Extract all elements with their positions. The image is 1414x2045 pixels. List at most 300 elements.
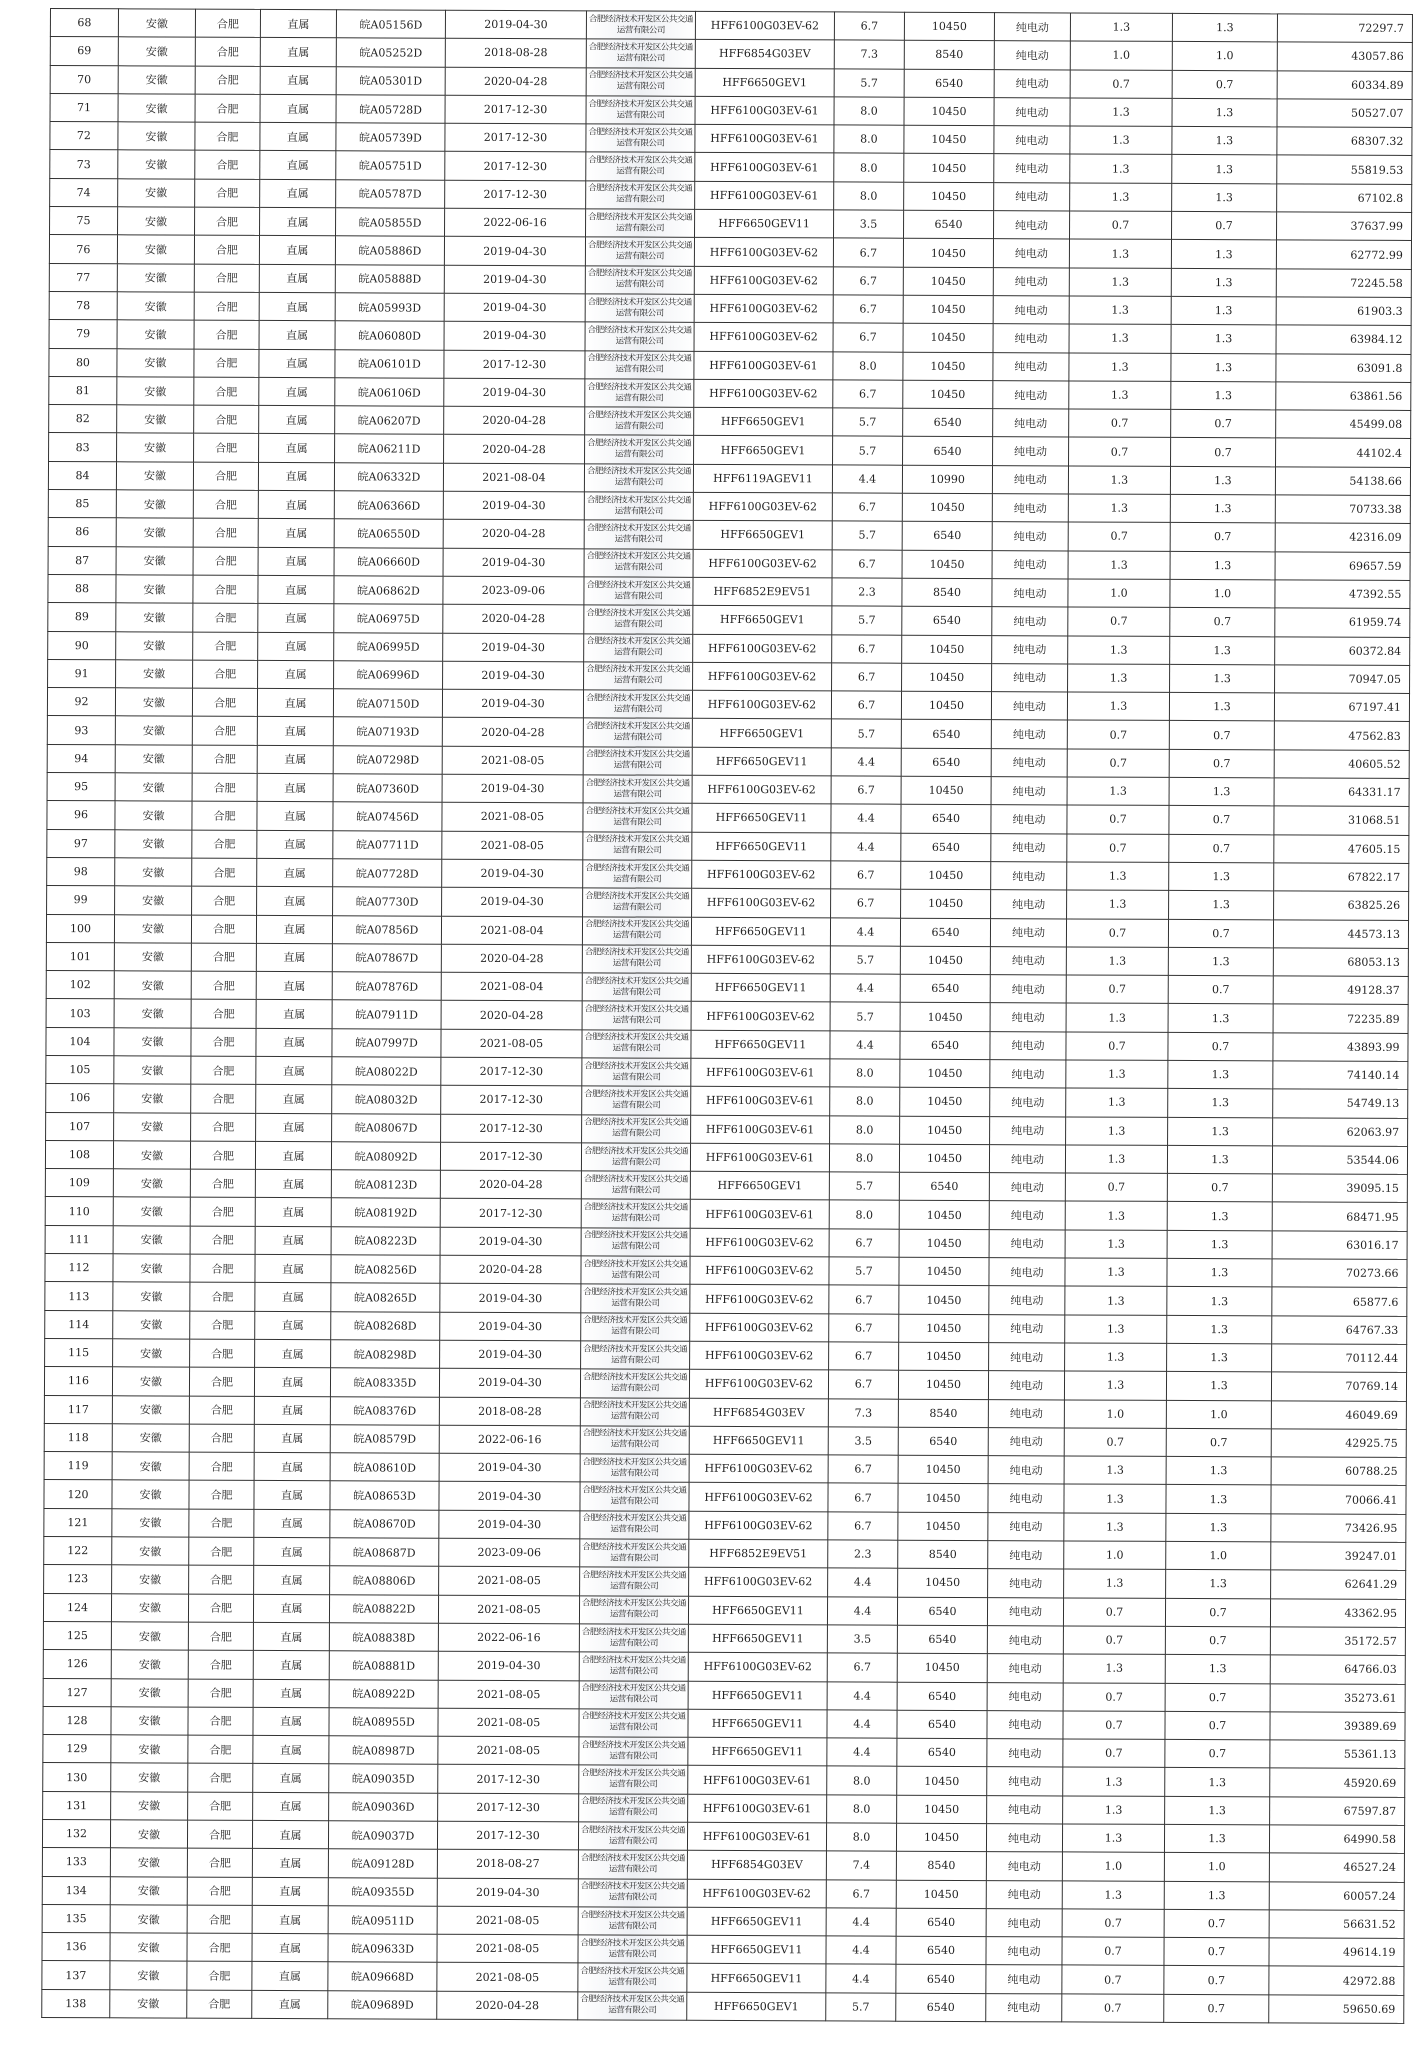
registration-date-cell: 2020-04-28 [441, 1001, 582, 1030]
city-cell: 合肥 [188, 1622, 253, 1651]
length-value-cell: 5.7 [832, 521, 902, 550]
amount-cell: 60334.89 [1277, 70, 1412, 99]
coefficient-1-cell: 1.3 [1065, 1201, 1167, 1230]
ownership-cell: 直属 [252, 1990, 328, 2019]
coefficient-2-cell: 1.3 [1169, 862, 1274, 891]
coefficient-2-cell: 0.7 [1171, 211, 1276, 240]
company-cell: 合肥经济技术开发区公共交通运营有限公司 [586, 67, 695, 96]
province-cell: 安徽 [116, 575, 193, 604]
city-cell: 合肥 [188, 1594, 253, 1623]
vehicle-model-cell: HFF6100G03EV-62 [689, 1370, 828, 1399]
province-cell: 安徽 [114, 1112, 191, 1141]
registration-date-cell: 2017-12-30 [445, 95, 586, 124]
city-cell: 合肥 [192, 745, 257, 774]
registration-date-cell: 2017-12-30 [441, 1057, 582, 1086]
row-number-cell: 100 [46, 914, 114, 943]
mass-value-cell: 6540 [897, 1682, 987, 1711]
mass-value-cell: 10450 [898, 1455, 988, 1484]
company-cell: 合肥经济技术开发区公共交通运营有限公司 [584, 633, 693, 662]
fuel-type-cell: 纯电动 [993, 437, 1069, 466]
registration-date-cell: 2021-08-05 [437, 1934, 578, 1963]
province-cell: 安徽 [112, 1452, 189, 1481]
city-cell: 合肥 [194, 434, 259, 463]
province-cell: 安徽 [116, 546, 193, 575]
city-cell: 合肥 [195, 66, 260, 95]
fuel-type-cell: 纯电动 [994, 41, 1070, 70]
amount-cell: 40605.52 [1274, 750, 1409, 779]
coefficient-1-cell: 1.3 [1066, 1003, 1168, 1032]
city-cell: 合肥 [189, 1396, 254, 1425]
mass-value-cell: 6540 [898, 1427, 988, 1456]
fuel-type-cell: 纯电动 [989, 1286, 1065, 1315]
coefficient-1-cell: 1.3 [1066, 947, 1168, 976]
fuel-type-cell: 纯电动 [991, 777, 1067, 806]
row-number-cell: 73 [50, 150, 118, 179]
province-cell: 安徽 [113, 1339, 190, 1368]
registration-date-cell: 2020-04-28 [440, 1255, 581, 1284]
vehicle-model-cell: HFF6650GEV1 [693, 521, 832, 550]
registration-date-cell: 2019-04-30 [442, 774, 583, 803]
row-number-cell: 121 [44, 1508, 112, 1537]
amount-cell: 43057.86 [1277, 42, 1412, 71]
vehicle-model-cell: HFF6650GEV1 [694, 407, 833, 436]
fuel-type-cell: 纯电动 [987, 1682, 1063, 1711]
registration-date-cell: 2019-04-30 [440, 1312, 581, 1341]
coefficient-1-cell: 1.3 [1064, 1371, 1166, 1400]
ownership-cell: 直属 [252, 1905, 328, 1934]
province-cell: 安徽 [113, 1226, 190, 1255]
fuel-type-cell: 纯电动 [993, 267, 1069, 296]
city-cell: 合肥 [189, 1509, 254, 1538]
fuel-type-cell: 纯电动 [992, 550, 1068, 579]
ownership-cell: 直属 [253, 1764, 329, 1793]
plate-number-cell: 皖A08022D [332, 1057, 441, 1086]
vehicle-model-cell: HFF6650GEV11 [687, 1907, 826, 1936]
row-number-cell: 81 [49, 376, 117, 405]
coefficient-1-cell: 1.3 [1070, 98, 1172, 127]
vehicle-model-cell: HFF6100G03EV-62 [687, 1879, 826, 1908]
coefficient-1-cell: 1.3 [1068, 551, 1170, 580]
fuel-type-cell: 纯电动 [989, 1201, 1065, 1230]
length-value-cell: 6.7 [831, 889, 901, 918]
plate-number-cell: 皖A08298D [331, 1340, 440, 1369]
registration-date-cell: 2020-04-28 [445, 67, 586, 96]
length-value-cell: 4.4 [828, 1568, 898, 1597]
province-cell: 安徽 [118, 179, 195, 208]
coefficient-1-cell: 1.3 [1070, 154, 1172, 183]
mass-value-cell: 10450 [899, 1201, 989, 1230]
coefficient-1-cell: 1.3 [1067, 862, 1169, 891]
mass-value-cell: 10450 [896, 1880, 986, 1909]
mass-value-cell: 10450 [900, 1116, 990, 1145]
fuel-type-cell: 纯电动 [987, 1710, 1063, 1739]
vehicle-model-cell: HFF6100G03EV-62 [692, 860, 831, 889]
fuel-type-cell: 纯电动 [988, 1484, 1064, 1513]
length-value-cell: 4.4 [826, 1936, 896, 1965]
fuel-type-cell: 纯电动 [987, 1795, 1063, 1824]
fuel-type-cell: 纯电动 [989, 1343, 1065, 1372]
company-cell: 合肥经济技术开发区公共交通运营有限公司 [584, 492, 693, 521]
registration-date-cell: 2019-04-30 [440, 1227, 581, 1256]
coefficient-2-cell: 1.3 [1170, 466, 1275, 495]
city-cell: 合肥 [192, 717, 257, 746]
mass-value-cell: 10450 [903, 352, 993, 381]
ownership-cell: 直属 [254, 1566, 330, 1595]
vehicle-model-cell: HFF6100G03EV-61 [691, 1115, 830, 1144]
province-cell: 安徽 [112, 1537, 189, 1566]
province-cell: 安徽 [114, 971, 191, 1000]
amount-cell: 64990.58 [1269, 1825, 1404, 1854]
city-cell: 合肥 [193, 547, 258, 576]
vehicle-model-cell: HFF6650GEV1 [692, 719, 831, 748]
coefficient-2-cell: 1.0 [1166, 1541, 1271, 1570]
ownership-cell: 直属 [258, 575, 334, 604]
coefficient-2-cell: 1.3 [1172, 127, 1277, 156]
length-value-cell: 6.7 [831, 776, 901, 805]
coefficient-2-cell: 0.7 [1168, 1032, 1273, 1061]
fuel-type-cell: 纯电动 [987, 1597, 1063, 1626]
ownership-cell: 直属 [256, 972, 332, 1001]
province-cell: 安徽 [118, 122, 195, 151]
registration-date-cell: 2019-04-30 [444, 321, 585, 350]
amount-cell: 70066.41 [1271, 1485, 1406, 1514]
registration-date-cell: 2019-04-30 [444, 293, 585, 322]
province-cell: 安徽 [117, 405, 194, 434]
city-cell: 合肥 [188, 1735, 253, 1764]
coefficient-2-cell: 1.3 [1170, 551, 1275, 580]
row-number-cell: 96 [47, 801, 115, 830]
coefficient-2-cell: 1.3 [1165, 1655, 1270, 1684]
amount-cell: 47605.15 [1274, 834, 1409, 863]
ownership-cell: 直属 [260, 38, 336, 67]
plate-number-cell: 皖A06211D [335, 434, 444, 463]
ownership-cell: 直属 [259, 349, 335, 378]
company-cell: 合肥经济技术开发区公共交通运营有限公司 [580, 1511, 689, 1540]
coefficient-2-cell: 1.3 [1172, 155, 1277, 184]
coefficient-1-cell: 0.7 [1069, 437, 1171, 466]
province-cell: 安徽 [118, 9, 195, 38]
plate-number-cell: 皖A07728D [333, 859, 442, 888]
amount-cell: 54138.66 [1275, 467, 1410, 496]
ownership-cell: 直属 [252, 1877, 328, 1906]
company-cell: 合肥经济技术开发区公共交通运营有限公司 [579, 1624, 688, 1653]
table-row [42, 1989, 1404, 2023]
vehicle-model-cell: HFF6852E9EV51 [693, 577, 832, 606]
company-cell: 合肥经济技术开发区公共交通运营有限公司 [581, 1341, 690, 1370]
vehicle-model-cell: HFF6650GEV11 [689, 1426, 828, 1455]
fuel-type-cell: 纯电动 [988, 1456, 1064, 1485]
plate-number-cell: 皖A08067D [332, 1113, 441, 1142]
fuel-type-cell: 纯电动 [991, 720, 1067, 749]
company-cell: 合肥经济技术开发区公共交通运营有限公司 [582, 1058, 691, 1087]
plate-number-cell: 皖A06995D [334, 632, 443, 661]
ownership-cell: 直属 [255, 1254, 331, 1283]
ownership-cell: 直属 [257, 717, 333, 746]
company-cell: 合肥经济技术开发区公共交通运营有限公司 [581, 1199, 690, 1228]
coefficient-2-cell: 0.7 [1169, 806, 1274, 835]
fuel-type-cell: 纯电动 [993, 239, 1069, 268]
ownership-cell: 直属 [252, 1849, 328, 1878]
province-cell: 安徽 [115, 745, 192, 774]
city-cell: 合肥 [191, 1000, 256, 1029]
ownership-cell: 直属 [256, 1085, 332, 1114]
length-value-cell: 6.7 [829, 1285, 899, 1314]
company-cell: 合肥经济技术开发区公共交通运营有限公司 [583, 690, 692, 719]
province-cell: 安徽 [111, 1650, 188, 1679]
coefficient-2-cell: 1.3 [1164, 1881, 1269, 1910]
ownership-cell: 直属 [257, 887, 333, 916]
amount-cell: 60372.84 [1275, 636, 1410, 665]
city-cell: 合肥 [195, 179, 260, 208]
length-value-cell: 6.7 [829, 1229, 899, 1258]
mass-value-cell: 6540 [901, 833, 991, 862]
mass-value-cell: 10450 [898, 1484, 988, 1513]
plate-number-cell: 皖A08653D [330, 1481, 439, 1510]
registration-date-cell: 2018-08-28 [439, 1397, 580, 1426]
plate-number-cell: 皖A07711D [333, 830, 442, 859]
registration-date-cell: 2019-04-30 [443, 661, 584, 690]
plate-number-cell: 皖A06366D [334, 491, 443, 520]
vehicle-model-cell: HFF6650GEV11 [688, 1596, 827, 1625]
ownership-cell: 直属 [256, 1113, 332, 1142]
ownership-cell: 直属 [252, 1820, 328, 1849]
city-cell: 合肥 [193, 462, 258, 491]
row-number-cell: 70 [50, 65, 118, 94]
city-cell: 合肥 [187, 1962, 252, 1991]
plate-number-cell: 皖A06207D [335, 406, 444, 435]
row-number-cell: 103 [46, 999, 114, 1028]
vehicle-model-cell: HFF6650GEV11 [687, 1935, 826, 1964]
city-cell: 合肥 [188, 1679, 253, 1708]
registration-date-cell: 2017-12-30 [438, 1793, 579, 1822]
registration-date-cell: 2019-04-30 [444, 237, 585, 266]
amount-cell: 55819.53 [1277, 155, 1412, 184]
city-cell: 合肥 [195, 122, 260, 151]
company-cell: 合肥经济技术开发区公共交通运营有限公司 [585, 435, 694, 464]
mass-value-cell: 10450 [902, 550, 992, 579]
company-cell: 合肥经济技术开发区公共交通运营有限公司 [583, 831, 692, 860]
province-cell: 安徽 [116, 518, 193, 547]
ownership-cell: 直属 [255, 1141, 331, 1170]
ownership-cell: 直属 [259, 292, 335, 321]
row-number-cell: 105 [46, 1055, 114, 1084]
ownership-cell: 直属 [253, 1707, 329, 1736]
company-cell: 合肥经济技术开发区公共交通运营有限公司 [578, 1935, 687, 1964]
plate-number-cell: 皖A08265D [331, 1283, 440, 1312]
registration-date-cell: 2017-12-30 [437, 1821, 578, 1850]
coefficient-1-cell: 1.3 [1066, 1088, 1168, 1117]
amount-cell: 31068.51 [1274, 806, 1409, 835]
vehicle-model-cell: HFF6100G03EV-62 [690, 1285, 829, 1314]
ownership-cell: 直属 [259, 264, 335, 293]
amount-cell: 72245.58 [1276, 269, 1411, 298]
coefficient-2-cell: 1.3 [1172, 98, 1277, 127]
plate-number-cell: 皖A05301D [336, 66, 445, 95]
province-cell: 安徽 [117, 263, 194, 292]
ownership-cell: 直属 [258, 462, 334, 491]
company-cell: 合肥经济技术开发区公共交通运营有限公司 [584, 464, 693, 493]
vehicle-model-cell: HFF6100G03EV-62 [689, 1483, 828, 1512]
coefficient-1-cell: 1.3 [1065, 1286, 1167, 1315]
coefficient-1-cell: 0.7 [1062, 1937, 1164, 1966]
vehicle-model-cell: HFF6100G03EV-62 [692, 889, 831, 918]
length-value-cell: 6.7 [831, 861, 901, 890]
row-number-cell: 77 [49, 263, 117, 292]
length-value-cell: 4.4 [827, 1597, 897, 1626]
ownership-cell: 直属 [256, 1000, 332, 1029]
city-cell: 合肥 [189, 1565, 254, 1594]
province-cell: 安徽 [116, 631, 193, 660]
coefficient-1-cell: 1.3 [1065, 1343, 1167, 1372]
province-cell: 安徽 [111, 1735, 188, 1764]
vehicle-model-cell: HFF6100G03EV-62 [690, 1341, 829, 1370]
amount-cell: 49614.19 [1269, 1938, 1404, 1967]
row-number-cell: 72 [50, 122, 118, 151]
mass-value-cell: 6540 [903, 437, 993, 466]
mass-value-cell: 10450 [904, 125, 994, 154]
row-number-cell: 92 [47, 688, 115, 717]
amount-cell: 62063.97 [1273, 1117, 1408, 1146]
coefficient-2-cell: 1.3 [1169, 777, 1274, 806]
fuel-type-cell: 纯电动 [992, 465, 1068, 494]
province-cell: 安徽 [118, 207, 195, 236]
amount-cell: 59650.69 [1269, 1995, 1404, 2024]
company-cell: 合肥经济技术开发区公共交通运营有限公司 [583, 718, 692, 747]
coefficient-2-cell: 0.7 [1172, 70, 1277, 99]
coefficient-1-cell: 1.3 [1070, 13, 1172, 42]
plate-number-cell: 皖A06660D [334, 547, 443, 576]
fuel-type-cell: 纯电动 [994, 126, 1070, 155]
length-value-cell: 4.4 [827, 1681, 897, 1710]
province-cell: 安徽 [113, 1169, 190, 1198]
province-cell: 安徽 [118, 65, 195, 94]
amount-cell: 67102.8 [1277, 184, 1412, 213]
plate-number-cell: 皖A08268D [331, 1311, 440, 1340]
city-cell: 合肥 [191, 943, 256, 972]
coefficient-2-cell: 1.3 [1170, 494, 1275, 523]
amount-cell: 45499.08 [1276, 410, 1411, 439]
coefficient-2-cell: 0.7 [1166, 1428, 1271, 1457]
row-number-cell: 134 [42, 1876, 110, 1905]
province-cell: 安徽 [111, 1622, 188, 1651]
ownership-cell: 直属 [255, 1311, 331, 1340]
fuel-type-cell: 纯电动 [990, 975, 1066, 1004]
registration-date-cell: 2021-08-05 [442, 746, 583, 775]
province-cell: 安徽 [111, 1678, 188, 1707]
amount-cell: 61959.74 [1275, 608, 1410, 637]
mass-value-cell: 10450 [901, 861, 991, 890]
mass-value-cell: 6540 [899, 1172, 989, 1201]
row-number-cell: 118 [44, 1423, 112, 1452]
coefficient-2-cell: 1.3 [1167, 1258, 1272, 1287]
fuel-type-cell: 纯电动 [989, 1229, 1065, 1258]
coefficient-2-cell: 1.3 [1172, 13, 1277, 42]
amount-cell: 63984.12 [1276, 325, 1411, 354]
row-number-cell: 87 [48, 546, 116, 575]
length-value-cell: 8.0 [834, 97, 904, 126]
city-cell: 合肥 [190, 1169, 255, 1198]
row-number-cell: 89 [48, 603, 116, 632]
length-value-cell: 5.7 [832, 606, 902, 635]
coefficient-1-cell: 1.3 [1064, 1484, 1166, 1513]
coefficient-2-cell: 0.7 [1169, 834, 1274, 863]
coefficient-2-cell: 0.7 [1165, 1711, 1270, 1740]
company-cell: 合肥经济技术开发区公共交通运营有限公司 [586, 11, 695, 40]
amount-cell: 73426.95 [1271, 1514, 1406, 1543]
row-number-cell: 107 [46, 1112, 114, 1141]
registration-date-cell: 2023-09-06 [443, 576, 584, 605]
ownership-cell: 直属 [254, 1396, 330, 1425]
coefficient-1-cell: 0.7 [1068, 607, 1170, 636]
ownership-cell: 直属 [252, 1962, 328, 1991]
registration-date-cell: 2019-04-30 [439, 1510, 580, 1539]
city-cell: 合肥 [195, 94, 260, 123]
registration-date-cell: 2019-04-30 [443, 548, 584, 577]
province-cell: 安徽 [112, 1395, 189, 1424]
amount-cell: 72297.7 [1277, 14, 1412, 43]
province-cell: 安徽 [114, 999, 191, 1028]
ownership-cell: 直属 [254, 1537, 330, 1566]
amount-cell: 70733.38 [1275, 495, 1410, 524]
ownership-cell: 直属 [257, 858, 333, 887]
vehicle-model-cell: HFF6100G03EV-62 [690, 1256, 829, 1285]
amount-cell: 63861.56 [1276, 382, 1411, 411]
row-number-cell: 129 [43, 1735, 111, 1764]
registration-date-cell: 2019-04-30 [445, 10, 586, 39]
row-number-cell: 80 [49, 348, 117, 377]
amount-cell: 55361.13 [1270, 1740, 1405, 1769]
length-value-cell: 4.4 [830, 917, 900, 946]
city-cell: 合肥 [192, 773, 257, 802]
vehicle-model-cell: HFF6100G03EV-61 [688, 1794, 827, 1823]
coefficient-2-cell: 1.3 [1167, 1343, 1272, 1372]
city-cell: 合肥 [190, 1141, 255, 1170]
coefficient-1-cell: 1.0 [1070, 41, 1172, 70]
ownership-cell: 直属 [259, 377, 335, 406]
coefficient-1-cell: 1.3 [1067, 890, 1169, 919]
table-body [42, 9, 1413, 2024]
city-cell: 合肥 [191, 1028, 256, 1057]
plate-number-cell: 皖A07360D [333, 774, 442, 803]
amount-cell: 44573.13 [1273, 919, 1408, 948]
vehicle-model-cell: HFF6100G03EV-62 [694, 238, 833, 267]
plate-number-cell: 皖A08610D [330, 1453, 439, 1482]
mass-value-cell: 6540 [896, 1936, 986, 1965]
length-value-cell: 5.7 [830, 946, 900, 975]
fuel-type-cell: 纯电动 [988, 1427, 1064, 1456]
amount-cell: 37637.99 [1276, 212, 1411, 241]
city-cell: 合肥 [190, 1226, 255, 1255]
row-number-cell: 115 [45, 1338, 113, 1367]
coefficient-1-cell: 1.3 [1068, 664, 1170, 693]
mass-value-cell: 6540 [897, 1738, 987, 1767]
city-cell: 合肥 [194, 236, 259, 265]
city-cell: 合肥 [187, 1820, 252, 1849]
vehicle-model-cell: HFF6650GEV1 [694, 436, 833, 465]
amount-cell: 61903.3 [1276, 297, 1411, 326]
length-value-cell: 6.7 [831, 691, 901, 720]
coefficient-2-cell: 1.3 [1168, 947, 1273, 976]
province-cell: 安徽 [117, 377, 194, 406]
province-cell: 安徽 [115, 829, 192, 858]
city-cell: 合肥 [189, 1481, 254, 1510]
length-value-cell: 8.0 [833, 351, 903, 380]
fuel-type-cell: 纯电动 [993, 409, 1069, 438]
length-value-cell: 8.0 [834, 125, 904, 154]
coefficient-2-cell: 0.7 [1170, 523, 1275, 552]
coefficient-1-cell: 0.7 [1066, 918, 1168, 947]
province-cell: 安徽 [114, 1027, 191, 1056]
